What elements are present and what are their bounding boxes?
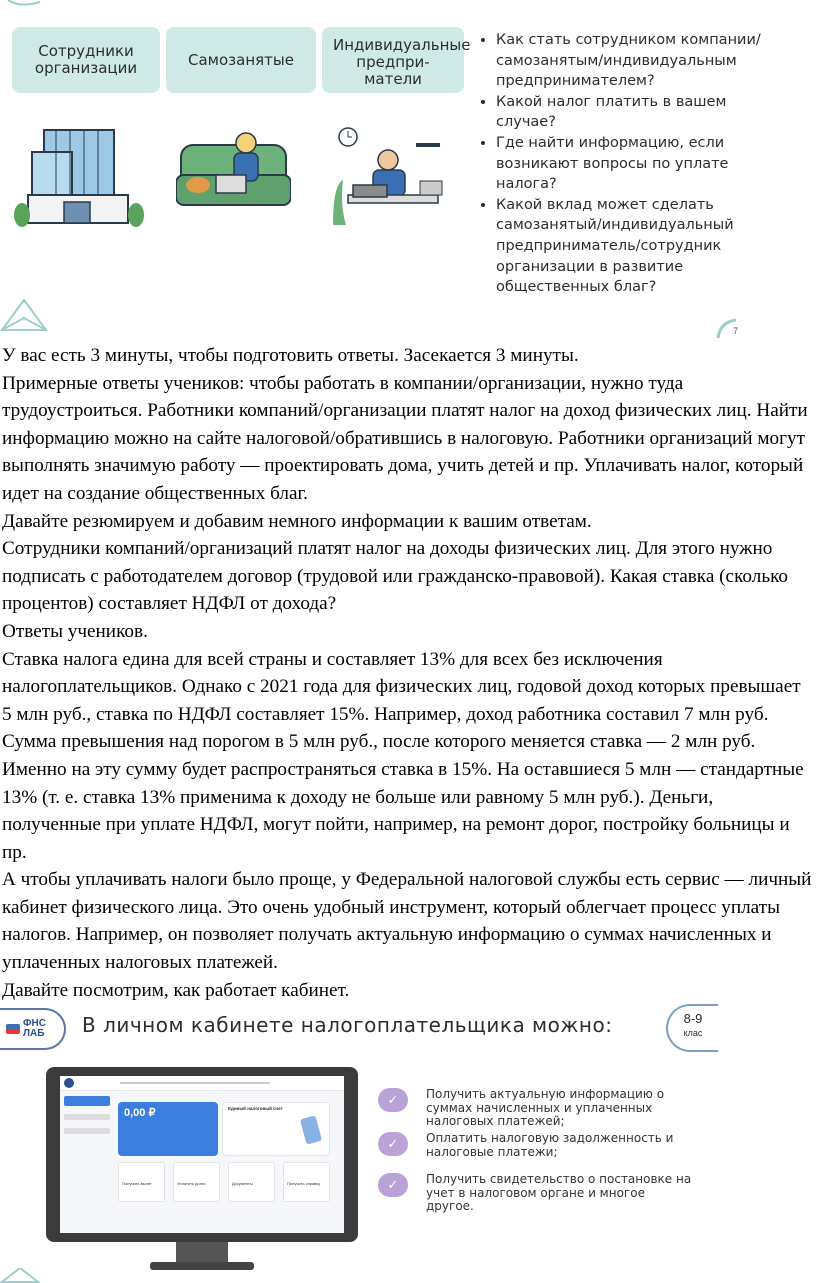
fns-lab-logo: ФНС ЛАБ (0, 1008, 66, 1050)
logo-flag-icon (6, 1024, 20, 1034)
slide-page-number: 7 (733, 326, 739, 336)
tile-deduction[interactable]: Получить вычет (118, 1162, 165, 1202)
question-item: • Какой вклад может сделать самозанятый/индивидуальный предприниматель/сотрудник организации в развитие общественных благ? (496, 195, 781, 298)
paper-boat-icon (0, 296, 50, 338)
screen-sidebar (64, 1096, 110, 1226)
slide-title: В личном кабинете налогоплательщика можно: (82, 1013, 613, 1037)
paragraph: Ставка налога едина для всей страны и составляет 13% для всех без исключения налогоплательщиков. Однако с 2021 года для физических лиц, годовой доход которых превышает 5 млн руб., ставка по НДФЛ составляет 15%. Например, доход работника составил 7 млн руб. Сумма превышения над порогом в 5 млн руб., после которого меняется ставка — 2 млн руб. Именно на эту сумму будет распространяться ставка в 15%. На оставшиеся 5 млн — стандартные 13% (т. е. ставка 13% применима к доходу не больше или равному 5 млн руб.). Деньги, полученные при уплате НДФЛ, могут пойти, например, на ремонт дорог, постройку больницы и пр. (2, 648, 804, 863)
feature-item: ✓ Получить актуальную информацию о суммах начисленных и уплаченных налоговых платежей; (378, 1088, 696, 1129)
category-employees: Сотрудники организации (12, 27, 160, 93)
paper-boat-icon (0, 1268, 40, 1283)
sidebar-item[interactable] (64, 1114, 110, 1120)
service-tiles (118, 1162, 330, 1202)
monitor-screen (60, 1076, 344, 1233)
slide-taxpayer-categories (0, 0, 761, 338)
check-icon: ✓ (378, 1132, 408, 1156)
entrepreneur-desk-illustration (328, 125, 448, 230)
check-icon: ✓ (378, 1173, 408, 1197)
screen-header (60, 1076, 344, 1091)
question-item: • Как стать сотрудником компании/самозанятым/индивидуальным предпринимателем? (496, 30, 781, 92)
feature-item: ✓ Оплатить налоговую задолженность и налоговые платежи; (378, 1132, 696, 1159)
fns-emblem-icon (64, 1078, 74, 1088)
questions-list (468, 30, 781, 298)
tile-certificate[interactable]: Получить справку (283, 1162, 330, 1202)
tile-documents[interactable]: Документы (228, 1162, 275, 1202)
monitor-stand (176, 1242, 228, 1262)
self-employed-sofa-illustration (176, 125, 291, 225)
question-item: • Где найти информацию, если возникают вопросы по уплате налога? (496, 133, 781, 195)
category-self-employed: Самозанятые (166, 27, 316, 93)
slide-taxpayer-cabinet (0, 1000, 716, 1283)
sidebar-active-item[interactable] (64, 1096, 110, 1106)
tile-debts[interactable]: Уплатить долги (173, 1162, 220, 1202)
lesson-text (2, 342, 814, 1004)
paragraph: А чтобы уплачивать налоги было проще, у Федеральной налоговой службы есть сервис — личный кабинет физического лица. Это очень удобный инструмент, который облегчает процесс уплаты налогов. Например, он позволяет получать актуальную информацию о суммах начисленных и уплаченных налоговых платежей. (2, 869, 812, 974)
check-icon: ✓ (378, 1088, 408, 1112)
tax-account-card[interactable]: Единый налоговый счет (222, 1102, 330, 1156)
paragraph: Примерные ответы учеников: чтобы работать в компании/организации, нужно туда трудоустроиться. Работники компаний/организации платят налог на доход физических лиц. Найти информацию можно на сайте налоговой/обратившись в налоговую. Работники организаций могут выполнять значимую работу — проектировать дома, учить детей и пр. Уплачивать налог, который идет на создание общественных благ. (2, 372, 808, 504)
office-building-illustration (14, 120, 144, 230)
grade-badge: 8-9 клас (666, 1004, 718, 1052)
question-item: • Какой налог платить в вашем случае? (496, 92, 781, 133)
slide-corner-swirl (0, 0, 60, 10)
terminal-icon (300, 1115, 322, 1144)
monitor-base (150, 1262, 254, 1270)
paragraph: Ответы учеников. (2, 620, 148, 642)
monitor-frame (46, 1067, 358, 1242)
feature-item: ✓ Получить свидетельство о постановке на учет в налоговом органе и многое другое. (378, 1173, 696, 1214)
sidebar-item[interactable] (64, 1128, 110, 1134)
paragraph: Давайте резюмируем и добавим немного информации к вашим ответам. (2, 510, 592, 532)
paragraph: Давайте посмотрим, как работает кабинет. (2, 979, 350, 1001)
paragraph: Сотрудники компаний/организаций платят налог на доходы физических лиц. Для этого нужно подписать с работодателем договор (трудовой или гражданско-правовой). Какая ставка (сколько процентов) составляет НДФЛ от дохода? (2, 538, 789, 615)
paragraph: У вас есть 3 минуты, чтобы подготовить ответы. Засекается 3 минуты. (2, 345, 579, 366)
category-entrepreneurs: Индивидуальные предпри-матели (322, 27, 464, 93)
balance-card[interactable]: 0,00 ₽ (118, 1102, 218, 1156)
nav-placeholder (120, 1082, 270, 1084)
